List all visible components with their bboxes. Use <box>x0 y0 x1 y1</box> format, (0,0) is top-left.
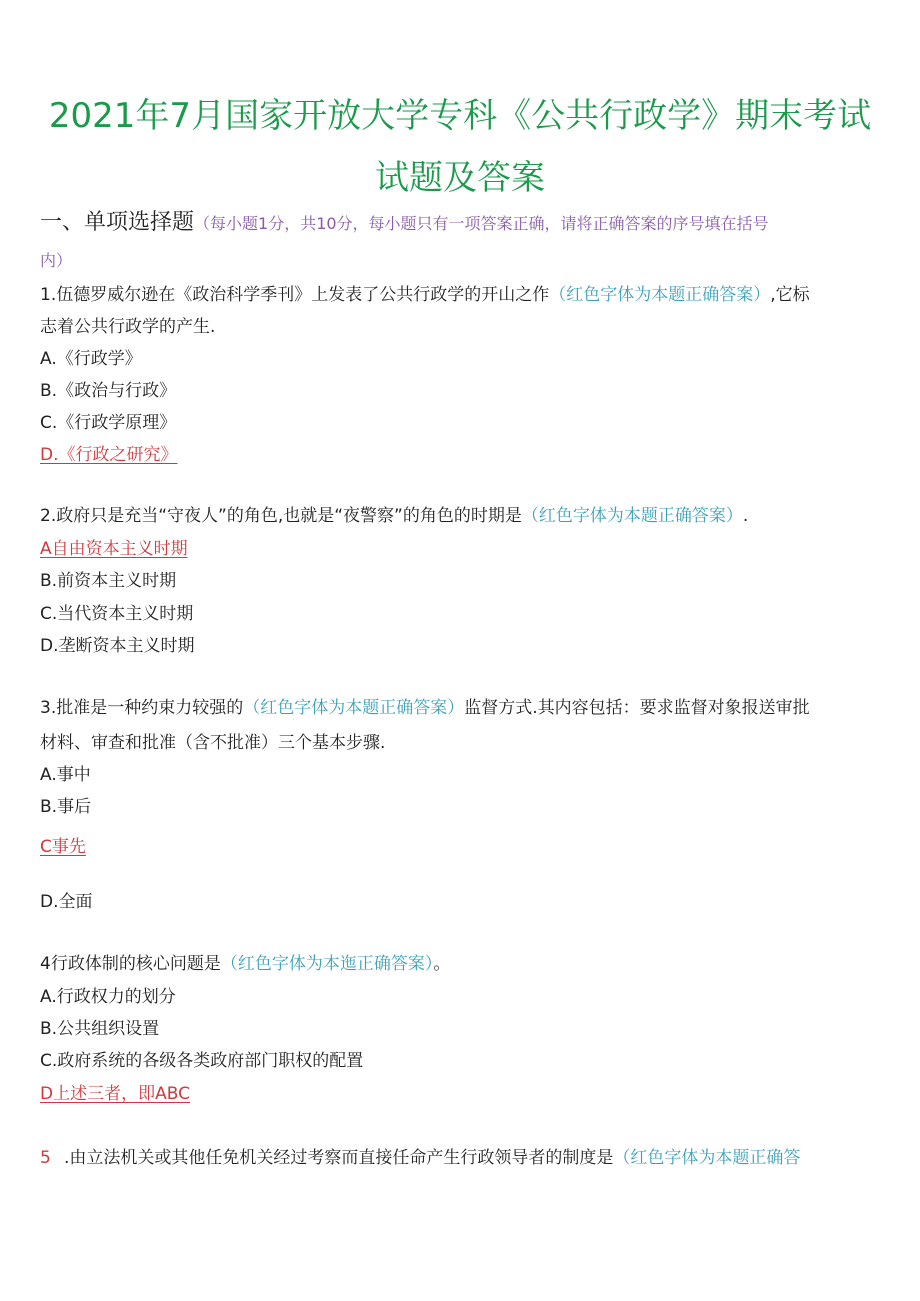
q1-option-c: C.《行政学原理》 <box>40 413 177 433</box>
q1-option-a: A.《行政学》 <box>40 349 142 369</box>
question-number: 5 <box>40 1148 51 1168</box>
document-title-line1: 2021年7月国家开放大学专科《公共行政学》期末考试 <box>48 96 872 136</box>
q4-option-d-correct: D上述三者，即ABC <box>40 1084 190 1104</box>
question-2-stem <box>40 505 748 527</box>
question-text: 。 <box>433 954 451 974</box>
q1-option-d-correct: D.《行政之研究》 <box>40 445 178 465</box>
answer-hint: （红色字体为本题正确答案） <box>243 698 465 718</box>
q2-option-a-correct: A自由资本主义时期 <box>40 539 188 559</box>
section-heading <box>40 212 769 235</box>
question-text: 监督方式.其内容包括：要求监督对象报送审批 <box>464 698 810 718</box>
q2-option-d: D.垄断资本主义时期 <box>40 636 195 656</box>
question-3-stem-cont: 材料、审查和批准（含不批准）三个基本步骤. <box>40 733 386 753</box>
question-text: 1.伍德罗威尔逊在《政治科学季刊》上发表了公共行政学的开山之作 <box>40 285 550 305</box>
document-title-line2: 试题及答案 <box>375 158 545 198</box>
question-text: ,它标 <box>770 285 810 305</box>
q4-option-b: B.公共组织设置 <box>40 1019 160 1039</box>
question-text: 4行政体制的核心问题是 <box>40 954 221 974</box>
question-1-stem <box>40 284 810 306</box>
q4-option-a: A.行政权力的划分 <box>40 987 176 1007</box>
q1-option-b: B.《政治与行政》 <box>40 381 177 401</box>
question-text: 3.批准是一种约束力较强的 <box>40 698 244 718</box>
answer-hint: （红色字体为本题正确答 <box>613 1148 801 1168</box>
section-note-line2: 内） <box>40 251 73 270</box>
q3-option-b: B.事后 <box>40 797 92 817</box>
question-text: 2.政府只是充当“守夜人”的角色,也就是“夜警察”的角色的时期是 <box>40 506 522 526</box>
question-text: .由立法机关或其他任免机关经过考察而直接任命产生行政领导者的制度是 <box>64 1148 614 1168</box>
section-title: 一、单项选择题 <box>40 210 195 235</box>
answer-hint: （红色字体为本题正确答案） <box>521 506 743 526</box>
q2-option-b: B.前资本主义时期 <box>40 571 177 591</box>
q3-option-d: D.全面 <box>40 892 93 912</box>
question-5-stem <box>40 1147 800 1169</box>
question-text: . <box>742 506 749 526</box>
question-1-stem-cont: 志着公共行政学的产生. <box>40 317 216 337</box>
question-3-stem <box>40 697 810 719</box>
q2-option-c: C.当代资本主义时期 <box>40 604 194 624</box>
answer-hint: （红色字体为本迤正确答案） <box>220 954 434 974</box>
q3-option-a: A.事中 <box>40 765 91 785</box>
answer-hint: （红色字体为本题正确答案） <box>549 285 771 305</box>
q4-option-c: C.政府系统的各级各类政府部门职权的配置 <box>40 1051 364 1071</box>
section-note: （每小题1分，共10分，每小题只有一项答案正确，请将正确答案的序号填在括号 <box>194 214 769 233</box>
q3-option-c-correct: C事先 <box>40 837 86 857</box>
question-4-stem <box>40 953 450 975</box>
